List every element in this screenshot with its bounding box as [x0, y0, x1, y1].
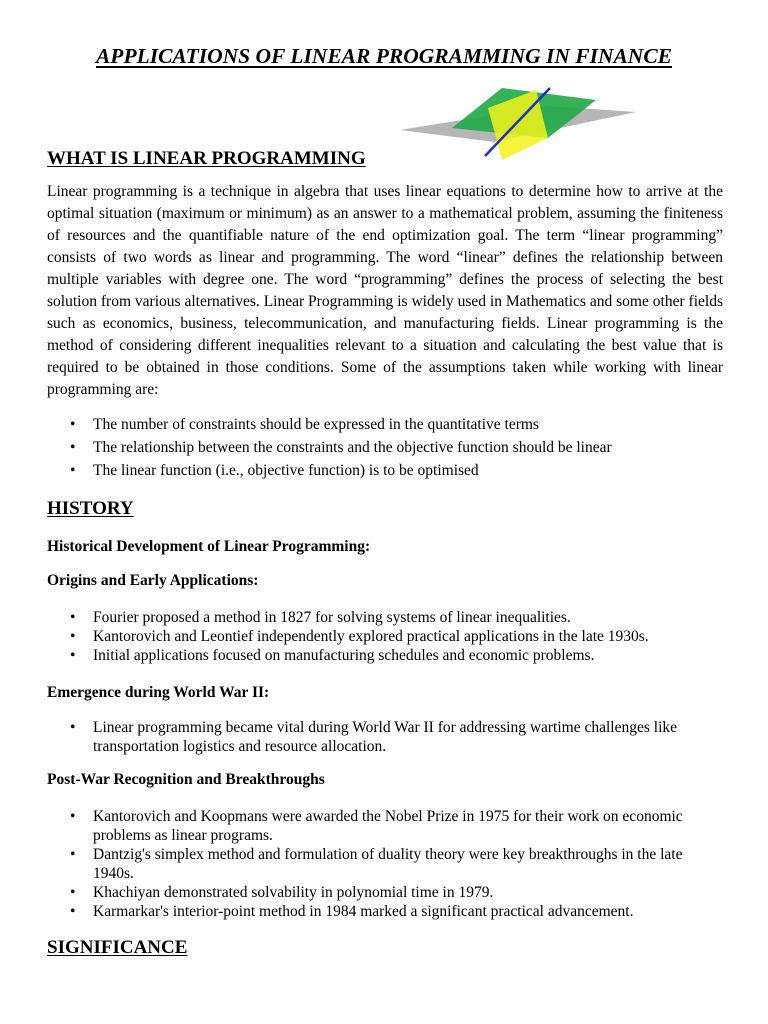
- list-item: • The relationship between the constraints and the objective function should be linear: [47, 437, 723, 459]
- list-item: • The linear function (i.e., objective function) is to be optimised: [47, 460, 723, 482]
- origins-list: [47, 608, 723, 665]
- list-item: • Kantorovich and Leontief independently explored practical applications in the late 1930s.: [47, 627, 723, 646]
- intro-paragraph: Linear programming is a technique in algebra that uses linear equations to determine how to arrive at the optimal situation (maximum or minimum) as an answer to a mathematical problem, assuming the finiteness of resources and the quantifiable nature of the end optimization goal. The term “linear programming” consists of two words as linear and programming. The word “linear” defines the relationship between multiple variables with degree one. The word “programming” defines the process of selecting the best solution from various alternatives. Linear Programming is widely used in Mathematics and some other fields such as economics, business, telecommunication, and manufacturing fields. Linear programming is the method of considering different inequalities relevant to a situation and calculating the best value that is required to be obtained in those conditions. Some of the assumptions taken while working with linear programming are:: [47, 183, 723, 398]
- section-heading-history: HISTORY: [47, 498, 134, 519]
- origins-heading: Origins and Early Applications:: [47, 572, 259, 589]
- list-item: • Linear programming became vital during World War II for addressing wartime challenges like transportation logistics and resource allocation.: [47, 718, 723, 756]
- intersecting-planes-icon: [398, 86, 638, 162]
- section-heading-what-is-lp: WHAT IS LINEAR PROGRAMMING: [47, 148, 366, 169]
- list-item: • Fourier proposed a method in 1827 for solving systems of linear inequalities.: [47, 608, 723, 627]
- list-item: • Kantorovich and Koopmans were awarded the Nobel Prize in 1975 for their work on economic problems as linear programs.: [47, 807, 723, 845]
- list-item: • Karmarkar's interior-point method in 1984 marked a significant practical advancement.: [47, 902, 723, 921]
- wwii-list: [47, 718, 723, 756]
- assumptions-list: [47, 414, 723, 483]
- history-subheading: Historical Development of Linear Programming:: [47, 538, 371, 555]
- postwar-list: [47, 807, 723, 921]
- list-item: • Khachiyan demonstrated solvability in polynomial time in 1979.: [47, 883, 723, 902]
- wwii-heading: Emergence during World War II:: [47, 684, 270, 701]
- list-item: • Initial applications focused on manufacturing schedules and economic problems.: [47, 646, 723, 665]
- list-item: • Dantzig's simplex method and formulation of duality theory were key breakthroughs in the late 1940s.: [47, 845, 723, 883]
- postwar-heading: Post-War Recognition and Breakthroughs: [47, 771, 325, 788]
- section-heading-significance: SIGNIFICANCE: [47, 937, 188, 958]
- document-title: APPLICATIONS OF LINEAR PROGRAMMING IN FINANCE: [95, 44, 673, 68]
- list-item: • The number of constraints should be expressed in the quantitative terms: [47, 414, 723, 436]
